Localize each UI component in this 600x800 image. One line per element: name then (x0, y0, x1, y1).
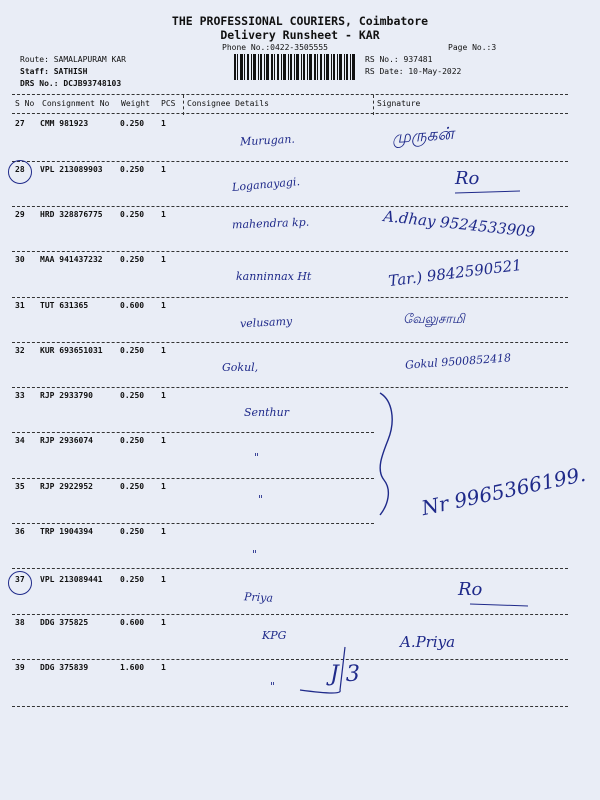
signature-handwriting: Nr 9965366199. (419, 461, 588, 521)
row-weight: 0.250 (120, 165, 145, 174)
row-consignment: DDG 375825 (40, 618, 89, 627)
row-weight: 0.600 (120, 618, 145, 627)
row-consignment: HRD 328876775 (40, 210, 103, 219)
row-weight: 0.250 (120, 436, 145, 445)
row-pcs: 1 (161, 618, 166, 627)
row-sno: 36 (15, 527, 25, 536)
row-pcs: 1 (161, 527, 166, 536)
row-pcs: 1 (161, 255, 166, 264)
row-weight: 0.250 (120, 255, 145, 264)
route-label: Route: SAMALAPURAM KAR (20, 55, 126, 64)
consignee-handwriting: Loganayagi. (231, 175, 301, 194)
row-sno: 29 (15, 210, 25, 219)
company-name: THE PROFESSIONAL COURIERS, Coimbatore (171, 14, 429, 28)
sheet-title: Delivery Runsheet - KAR (220, 28, 380, 42)
consignee-handwriting: KPG (262, 629, 287, 642)
table-row (0, 615, 600, 660)
col-consignee: Consignee Details (187, 99, 269, 108)
row-pcs: 1 (161, 575, 166, 584)
row-sno: 35 (15, 482, 25, 491)
row-weight: 0.600 (120, 301, 145, 310)
col-signature: Signature (377, 99, 421, 108)
col-sno: S No (15, 99, 35, 108)
row-consignment: MAA 941437232 (40, 255, 103, 264)
row-consignment: RJP 2922952 (40, 482, 93, 491)
row-sno: 37 (15, 575, 25, 584)
col-weight: Weight (121, 99, 150, 108)
col-divider-signature (373, 95, 374, 115)
row-pcs: 1 (161, 165, 166, 174)
row-pcs: 1 (161, 482, 166, 491)
row-weight: 0.250 (120, 575, 145, 584)
row-pcs: 1 (161, 391, 166, 400)
table-row (0, 433, 600, 478)
header-rule-bottom (12, 113, 568, 114)
table-row (0, 524, 600, 569)
signature-handwriting: Gokul 9500852418 (404, 351, 512, 372)
phone-number: Phone No.:0422-3505555 (222, 43, 328, 52)
row-pcs: 1 (161, 119, 166, 128)
col-consignment: Consignment No (42, 99, 110, 108)
row-sno: 38 (15, 618, 25, 627)
row-consignment: VPL 213089903 (40, 165, 103, 174)
row-sno: 33 (15, 391, 25, 400)
consignee-handwriting: kanninnax Ht (236, 270, 312, 283)
rs-date: RS Date: 10-May-2022 (365, 67, 462, 76)
consignee-handwriting: velusamy (239, 314, 293, 331)
rs-number: RS No.: 937481 (365, 55, 433, 64)
table-row (0, 343, 600, 388)
consignee-handwriting: Priya (243, 590, 274, 605)
signature-handwriting: வேலுசாமி (403, 312, 465, 327)
row-weight: 0.250 (120, 210, 145, 219)
row-sno: 31 (15, 301, 25, 310)
table-row (0, 252, 600, 297)
row-weight: 0.250 (120, 119, 145, 128)
row-consignment: CMM 981923 (40, 119, 89, 128)
consignee-handwriting: Murugan. (239, 132, 296, 149)
row-pcs: 1 (161, 210, 166, 219)
row-pcs: 1 (161, 346, 166, 355)
staff-label: Staff: SATHISH (20, 67, 88, 76)
row-sno: 39 (15, 663, 25, 672)
table-row (0, 461, 600, 524)
table-row (0, 660, 600, 705)
row-sno: 30 (15, 255, 25, 264)
row-sno: 32 (15, 346, 25, 355)
table-row (0, 298, 600, 343)
consignee-handwriting: mahendra kp. (231, 215, 310, 232)
row-pcs: 1 (161, 436, 166, 445)
signature-handwriting: Ro (458, 579, 483, 600)
consignee-handwriting: " (270, 680, 276, 693)
row-consignment: TUT 631365 (40, 301, 89, 310)
row-consignment: KUR 693651031 (40, 346, 103, 355)
signature-handwriting: J 3 (330, 662, 360, 687)
signature-handwriting: Ro (455, 168, 480, 189)
header-rule-top (12, 94, 568, 95)
consignee-handwriting: " (252, 548, 258, 561)
signature-handwriting: A.dhay 9524533909 (382, 207, 537, 241)
signature-handwriting: Tar.) 9842590521 (387, 255, 523, 291)
route-info (20, 54, 126, 90)
row-consignment: TRP 1904394 (40, 527, 93, 536)
row-consignment: RJP 2933790 (40, 391, 93, 400)
col-divider-consignee (183, 95, 184, 115)
barcode (234, 54, 356, 80)
row-pcs: 1 (161, 301, 166, 310)
consignee-handwriting: " (258, 493, 264, 506)
row-consignment: VPL 213089441 (40, 575, 103, 584)
signature-handwriting: முருகன் (391, 123, 455, 149)
table-row (0, 162, 600, 207)
row-sno: 27 (15, 119, 25, 128)
row-weight: 0.250 (120, 391, 145, 400)
col-pcs: PCS (161, 99, 176, 108)
row-consignment: DDG 375839 (40, 663, 89, 672)
page-number: Page No.:3 (448, 43, 497, 52)
document-title (0, 14, 600, 42)
table-row (0, 388, 600, 433)
row-weight: 0.250 (120, 346, 145, 355)
row-consignment: RJP 2936074 (40, 436, 93, 445)
table-bottom-rule (12, 706, 568, 707)
row-sno: 28 (15, 165, 25, 174)
consignee-handwriting: Gokul, (222, 361, 259, 374)
rs-info (365, 54, 461, 78)
row-weight: 0.250 (120, 482, 145, 491)
signature-handwriting: A.Priya (400, 633, 456, 651)
row-weight: 1.600 (120, 663, 145, 672)
row-weight: 0.250 (120, 527, 145, 536)
row-pcs: 1 (161, 663, 166, 672)
consignee-handwriting: " (254, 451, 260, 464)
drs-number: DRS No.: DCJB93748103 (20, 79, 122, 88)
row-sno: 34 (15, 436, 25, 445)
table-row (0, 569, 600, 614)
table-row (0, 116, 600, 161)
table-row (0, 207, 600, 252)
consignee-handwriting: Senthur (244, 406, 289, 419)
